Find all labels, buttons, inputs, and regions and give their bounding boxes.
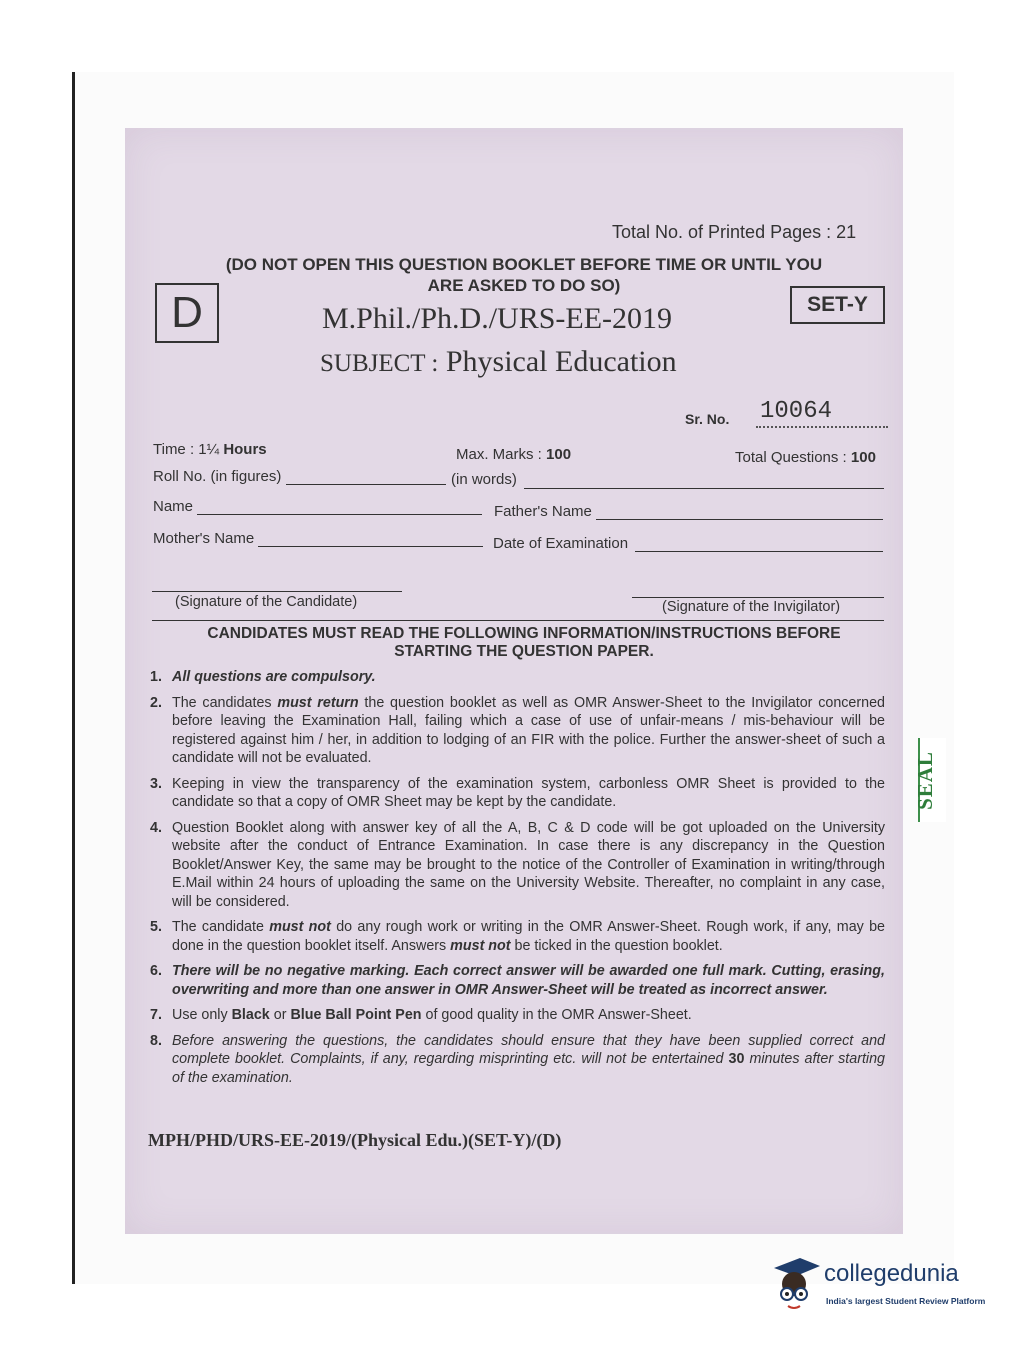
mothers-name-label: Mother's Name	[153, 530, 255, 547]
mascot-icon	[770, 1250, 822, 1320]
time-label: Time : 1¼	[153, 441, 220, 458]
collegedunia-logo	[770, 1250, 1000, 1320]
instruction-7: 7. Use only Black or Blue Ball Point Pen of good quality in the OMR Answer-Sheet.	[150, 1007, 692, 1023]
instructions-heading	[150, 625, 898, 661]
roll-figures-label: Roll No. (in figures)	[153, 468, 282, 485]
booklet-code-box: D	[155, 283, 219, 343]
separator-rule	[152, 620, 884, 621]
instructions-list	[150, 668, 885, 1094]
instruction-2: 2. The candidates must return the question booklet as well as OMR Answer-Sheet to the Invigilator concerned before leaving the Examination Hall, failing which a case of use of unfair-means / mis-behaviour will be registered against him / her, in addition to lodging of an FIR with the police. Further the answer-sheet of such a candidate will not be evaluated.	[150, 694, 885, 766]
subject-line	[320, 345, 677, 379]
seal-strip	[912, 738, 946, 822]
booklet-footer-code: MPH/PHD/URS-EE-2019/(Physical Edu.)(SET-Y)/(D)	[148, 1130, 562, 1150]
instruction-number: 6.	[150, 963, 162, 979]
max-marks-value: 100	[546, 446, 572, 463]
time-field	[153, 441, 267, 458]
name-label: Name	[153, 498, 194, 515]
serial-number-label: Sr. No.	[685, 411, 730, 427]
fathers-name-label: Father's Name	[494, 503, 592, 520]
instruction-number: 4.	[150, 819, 162, 836]
mothers-name-line[interactable]	[258, 546, 483, 547]
roll-figures-line[interactable]	[286, 484, 446, 485]
logo-wordmark: collegedunia	[824, 1260, 959, 1287]
total-questions-field	[735, 449, 876, 466]
warning-line-1: (DO NOT OPEN THIS QUESTION BOOKLET BEFORE TIME OR UNTIL YOU	[225, 255, 823, 274]
instruction-number: 7.	[150, 1007, 162, 1023]
set-box: SET-Y	[790, 286, 885, 324]
subject-value: Physical Education	[445, 345, 677, 378]
total-printed-pages: Total No. of Printed Pages : 21	[612, 222, 857, 242]
instructions-heading-line-2: STARTING THE QUESTION PAPER.	[394, 643, 654, 660]
time-unit: Hours	[223, 441, 267, 458]
seal-text: SEAL	[912, 751, 937, 810]
date-of-exam-label: Date of Examination	[493, 535, 629, 552]
instructions-heading-line-1: CANDIDATES MUST READ THE FOLLOWING INFORMATION/INSTRUCTIONS BEFORE	[207, 625, 841, 642]
warning-line-2: ARE ASKED TO DO SO)	[427, 276, 621, 295]
instruction-number: 2.	[150, 694, 162, 711]
invigilator-signature-label: (Signature of the Invigilator)	[662, 599, 841, 615]
date-of-exam-line[interactable]	[635, 551, 883, 552]
instruction-4: 4. Question Booklet along with answer key of all the A, B, C & D code will be got uploaded on the University website after the conduct of Entrance Examination. In case there is any discrepancy in the Question Booklet/Answer Key, the same may be brought to the notice of the Controller of Examination in writing/through E.Mail within 24 hours of uploading the same on the University Website. Thereafter, no complaint in any case, will be considered.	[150, 819, 885, 910]
total-questions-value: 100	[850, 449, 876, 466]
instruction-number: 8.	[150, 1032, 162, 1049]
do-not-open-warning	[150, 254, 898, 296]
instruction-3: 3. Keeping in view the transparency of the examination system, carbonless OMR Sheet is provided to the candidate so that a copy of OMR Sheet may be kept by the candidate.	[150, 775, 885, 810]
instruction-number: 1.	[150, 669, 162, 685]
subject-label: SUBJECT :	[320, 350, 439, 377]
instruction-number: 5.	[150, 919, 162, 935]
exam-title: M.Phil./Ph.D./URS-EE-2019	[322, 302, 673, 335]
logo-tagline: India's largest Student Review Platform	[826, 1296, 986, 1306]
fathers-name-line[interactable]	[596, 519, 883, 520]
candidate-signature-line[interactable]	[152, 591, 402, 592]
roll-words-line[interactable]	[524, 488, 884, 489]
invigilator-signature-line[interactable]	[632, 597, 884, 598]
candidate-signature-label: (Signature of the Candidate)	[175, 594, 358, 610]
max-marks-label: Max. Marks :	[456, 446, 547, 463]
total-questions-label: Total Questions :	[735, 449, 851, 466]
instruction-1: 1. All questions are compulsory.	[150, 669, 376, 685]
instruction-5: 5. The candidate must not do any rough work or writing in the OMR Answer-Sheet. Rough work, if any, may be done in the question booklet itself. Answers must not be ticked in the question booklet.	[150, 919, 885, 954]
name-line[interactable]	[197, 514, 482, 515]
max-marks-field	[456, 446, 571, 463]
instruction-6: 6. There will be no negative marking. Each correct answer will be awarded one full mark. Cutting, erasing, overwriting and more than one answer in OMR Answer-Sheet will be treated as incorrect answer.	[150, 963, 885, 998]
serial-number-value: 10064	[756, 398, 888, 428]
roll-words-label: (in words)	[451, 471, 517, 488]
instruction-8: 8. Before answering the questions, the candidates should ensure that they have been supplied correct and complete booklet. Complaints, if any, regarding misprinting etc. will not be entertained 30 minutes after starting of the examination.	[150, 1032, 886, 1086]
instruction-number: 3.	[150, 775, 162, 792]
